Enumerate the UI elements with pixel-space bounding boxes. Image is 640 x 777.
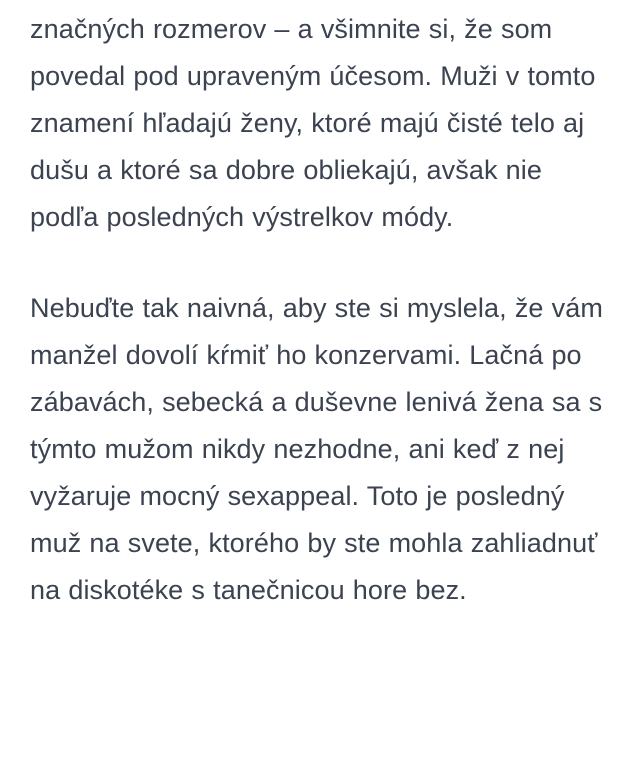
paragraph-2: Nebuďte tak naivná, aby ste si myslela, že vám manžel dovolí kŕmiť ho konzervami. Lačná po zábavách, sebecká a duševne lenivá žena sa s týmto mužom nikdy nezhodne, ani keď z nej vyžaruje mocný sexappeal. Toto je posledný muž na svete, ktorého by ste mohla zahliadnuť na diskotéke s tanečnicou hore bez. — [30, 293, 603, 605]
paragraph-1: značných rozmerov – a všimnite si, že som povedal pod upraveným účesom. Muži v tomto znamení hľadajú ženy, ktoré majú čisté telo aj dušu a ktoré sa dobre obliekajú, avšak nie podľa posledných výstrelkov módy. — [30, 14, 596, 232]
